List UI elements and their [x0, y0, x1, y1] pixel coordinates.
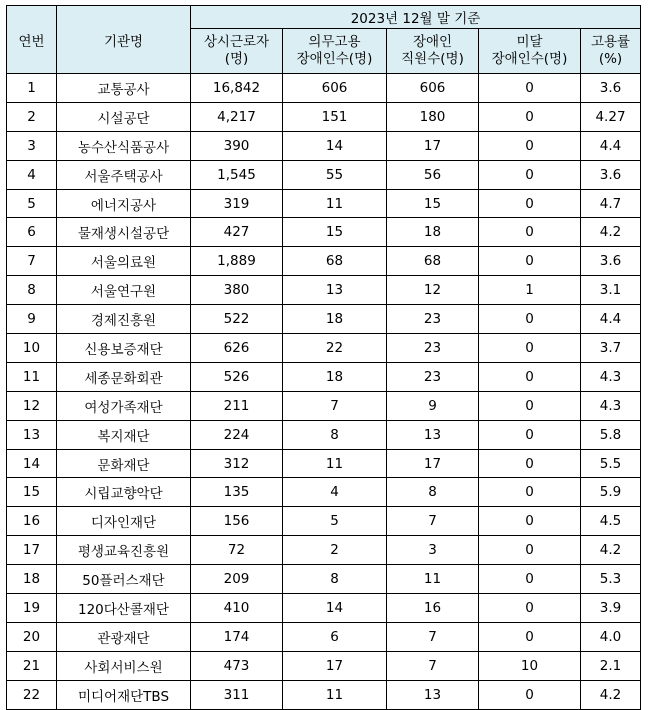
cell-seq: 22: [7, 680, 57, 709]
cell-seq: 2: [7, 102, 57, 131]
cell-disabled: 68: [387, 247, 479, 276]
table-row: [7, 536, 641, 565]
cell-agency: 여성가족재단: [57, 391, 191, 420]
table-row: [7, 160, 641, 189]
cell-mandatory: 18: [283, 305, 387, 334]
cell-mandatory: 13: [283, 276, 387, 305]
cell-shortfall: 0: [479, 536, 581, 565]
cell-mandatory: 15: [283, 218, 387, 247]
cell-shortfall: 0: [479, 594, 581, 623]
cell-rate: 5.3: [581, 565, 641, 594]
table-row: [7, 622, 641, 651]
cell-seq: 3: [7, 131, 57, 160]
cell-disabled: 16: [387, 594, 479, 623]
cell-mandatory: 7: [283, 391, 387, 420]
cell-agency: 시립교향악단: [57, 478, 191, 507]
cell-workers: 211: [191, 391, 283, 420]
table-header: [7, 6, 641, 74]
cell-disabled: 17: [387, 131, 479, 160]
cell-seq: 16: [7, 507, 57, 536]
cell-seq: 6: [7, 218, 57, 247]
table-body: [7, 74, 641, 710]
cell-disabled: 23: [387, 305, 479, 334]
cell-agency: 120다산콜재단: [57, 594, 191, 623]
header-basis-date: 2023년 12월 말 기준: [191, 6, 641, 29]
header-rate-line1: 고용률: [590, 34, 631, 50]
table-row: [7, 334, 641, 363]
cell-mandatory: 6: [283, 622, 387, 651]
cell-shortfall: 0: [479, 622, 581, 651]
cell-disabled: 9: [387, 391, 479, 420]
cell-mandatory: 11: [283, 189, 387, 218]
header-rate-line2: (%): [598, 51, 623, 67]
cell-rate: 4.3: [581, 391, 641, 420]
cell-mandatory: 4: [283, 478, 387, 507]
cell-workers: 156: [191, 507, 283, 536]
cell-shortfall: 0: [479, 305, 581, 334]
cell-rate: 4.0: [581, 622, 641, 651]
cell-rate: 4.7: [581, 189, 641, 218]
cell-workers: 72: [191, 536, 283, 565]
cell-shortfall: 0: [479, 565, 581, 594]
cell-agency: 신용보증재단: [57, 334, 191, 363]
cell-disabled: 56: [387, 160, 479, 189]
cell-workers: 135: [191, 478, 283, 507]
cell-shortfall: 0: [479, 160, 581, 189]
header-shortfall: [479, 29, 581, 74]
header-workers: [191, 29, 283, 74]
employment-table: [6, 5, 641, 710]
cell-shortfall: 0: [479, 362, 581, 391]
cell-agency: 평생교육진흥원: [57, 536, 191, 565]
cell-workers: 410: [191, 594, 283, 623]
cell-mandatory: 2: [283, 536, 387, 565]
cell-rate: 4.4: [581, 131, 641, 160]
cell-agency: 에너지공사: [57, 189, 191, 218]
cell-seq: 10: [7, 334, 57, 363]
cell-shortfall: 0: [479, 74, 581, 103]
cell-mandatory: 11: [283, 680, 387, 709]
cell-disabled: 180: [387, 102, 479, 131]
cell-seq: 4: [7, 160, 57, 189]
cell-agency: 교통공사: [57, 74, 191, 103]
cell-workers: 427: [191, 218, 283, 247]
cell-rate: 3.9: [581, 594, 641, 623]
header-shortfall-line1: 미달: [516, 34, 543, 50]
cell-seq: 5: [7, 189, 57, 218]
cell-disabled: 23: [387, 334, 479, 363]
cell-workers: 209: [191, 565, 283, 594]
cell-workers: 526: [191, 362, 283, 391]
table-row: [7, 680, 641, 709]
cell-rate: 3.1: [581, 276, 641, 305]
table-row: [7, 305, 641, 334]
cell-workers: 319: [191, 189, 283, 218]
cell-mandatory: 14: [283, 131, 387, 160]
table-row: [7, 131, 641, 160]
header-shortfall-line2: 장애인수(명): [491, 51, 568, 67]
cell-agency: 시설공단: [57, 102, 191, 131]
header-workers-line2: (명): [224, 51, 249, 67]
cell-agency: 물재생시설공단: [57, 218, 191, 247]
table-row: [7, 391, 641, 420]
cell-workers: 312: [191, 449, 283, 478]
cell-shortfall: 0: [479, 218, 581, 247]
cell-seq: 14: [7, 449, 57, 478]
cell-mandatory: 17: [283, 651, 387, 680]
table-row: [7, 594, 641, 623]
cell-workers: 174: [191, 622, 283, 651]
cell-mandatory: 8: [283, 565, 387, 594]
table-row: [7, 478, 641, 507]
cell-agency: 50플러스재단: [57, 565, 191, 594]
cell-disabled: 23: [387, 362, 479, 391]
cell-agency: 디자인재단: [57, 507, 191, 536]
cell-workers: 16,842: [191, 74, 283, 103]
cell-rate: 5.5: [581, 449, 641, 478]
cell-mandatory: 18: [283, 362, 387, 391]
cell-agency: 세종문화회관: [57, 362, 191, 391]
cell-seq: 8: [7, 276, 57, 305]
cell-shortfall: 0: [479, 247, 581, 276]
cell-rate: 3.6: [581, 160, 641, 189]
cell-seq: 13: [7, 420, 57, 449]
cell-disabled: 11: [387, 565, 479, 594]
header-mandatory-line2: 장애인수(명): [296, 51, 373, 67]
cell-rate: 3.6: [581, 74, 641, 103]
cell-agency: 복지재단: [57, 420, 191, 449]
table-row: [7, 102, 641, 131]
cell-workers: 390: [191, 131, 283, 160]
cell-rate: 5.9: [581, 478, 641, 507]
cell-seq: 9: [7, 305, 57, 334]
cell-seq: 7: [7, 247, 57, 276]
cell-disabled: 8: [387, 478, 479, 507]
cell-disabled: 15: [387, 189, 479, 218]
cell-rate: 4.2: [581, 218, 641, 247]
cell-disabled: 7: [387, 622, 479, 651]
cell-seq: 18: [7, 565, 57, 594]
table-row: [7, 189, 641, 218]
cell-mandatory: 68: [283, 247, 387, 276]
table-row: [7, 218, 641, 247]
cell-mandatory: 8: [283, 420, 387, 449]
cell-shortfall: 0: [479, 507, 581, 536]
cell-shortfall: 0: [479, 478, 581, 507]
cell-disabled: 7: [387, 507, 479, 536]
cell-rate: 4.2: [581, 536, 641, 565]
cell-agency: 미디어재단TBS: [57, 680, 191, 709]
cell-shortfall: 0: [479, 420, 581, 449]
table-row: [7, 507, 641, 536]
header-disabled-line2: 직원수(명): [401, 51, 464, 67]
cell-disabled: 18: [387, 218, 479, 247]
cell-agency: 사회서비스원: [57, 651, 191, 680]
cell-disabled: 12: [387, 276, 479, 305]
cell-agency: 문화재단: [57, 449, 191, 478]
cell-shortfall: 1: [479, 276, 581, 305]
cell-rate: 3.6: [581, 247, 641, 276]
header-workers-line1: 상시근로자: [203, 34, 270, 50]
cell-seq: 20: [7, 622, 57, 651]
cell-agency: 서울주택공사: [57, 160, 191, 189]
cell-disabled: 606: [387, 74, 479, 103]
cell-mandatory: 55: [283, 160, 387, 189]
cell-rate: 4.2: [581, 680, 641, 709]
cell-shortfall: 0: [479, 189, 581, 218]
cell-shortfall: 0: [479, 131, 581, 160]
cell-rate: 4.5: [581, 507, 641, 536]
table-row: [7, 651, 641, 680]
header-agency: 기관명: [57, 6, 191, 74]
cell-mandatory: 22: [283, 334, 387, 363]
cell-seq: 17: [7, 536, 57, 565]
cell-shortfall: 0: [479, 449, 581, 478]
cell-mandatory: 606: [283, 74, 387, 103]
header-seq: 연번: [7, 6, 57, 74]
cell-disabled: 13: [387, 680, 479, 709]
cell-seq: 19: [7, 594, 57, 623]
cell-shortfall: 10: [479, 651, 581, 680]
table-row: [7, 420, 641, 449]
cell-workers: 224: [191, 420, 283, 449]
header-disabled: [387, 29, 479, 74]
cell-workers: 626: [191, 334, 283, 363]
cell-rate: 4.3: [581, 362, 641, 391]
cell-rate: 4.4: [581, 305, 641, 334]
cell-disabled: 3: [387, 536, 479, 565]
cell-rate: 5.8: [581, 420, 641, 449]
cell-rate: 2.1: [581, 651, 641, 680]
cell-mandatory: 14: [283, 594, 387, 623]
cell-workers: 473: [191, 651, 283, 680]
cell-seq: 15: [7, 478, 57, 507]
cell-mandatory: 5: [283, 507, 387, 536]
cell-disabled: 13: [387, 420, 479, 449]
cell-shortfall: 0: [479, 334, 581, 363]
header-disabled-line1: 장애인: [412, 34, 453, 50]
cell-shortfall: 0: [479, 391, 581, 420]
cell-agency: 관광재단: [57, 622, 191, 651]
table-row: [7, 74, 641, 103]
cell-seq: 21: [7, 651, 57, 680]
cell-workers: 4,217: [191, 102, 283, 131]
cell-rate: 4.27: [581, 102, 641, 131]
table-row: [7, 449, 641, 478]
cell-mandatory: 11: [283, 449, 387, 478]
cell-shortfall: 0: [479, 680, 581, 709]
header-mandatory-line1: 의무고용: [308, 34, 361, 50]
cell-agency: 서울연구원: [57, 276, 191, 305]
table-row: [7, 276, 641, 305]
header-rate: [581, 29, 641, 74]
cell-workers: 380: [191, 276, 283, 305]
cell-seq: 12: [7, 391, 57, 420]
cell-agency: 경제진흥원: [57, 305, 191, 334]
cell-workers: 1,889: [191, 247, 283, 276]
cell-agency: 서울의료원: [57, 247, 191, 276]
cell-disabled: 17: [387, 449, 479, 478]
cell-seq: 1: [7, 74, 57, 103]
cell-workers: 522: [191, 305, 283, 334]
table-row: [7, 247, 641, 276]
table-row: [7, 565, 641, 594]
cell-workers: 311: [191, 680, 283, 709]
header-mandatory: [283, 29, 387, 74]
table-row: [7, 362, 641, 391]
cell-shortfall: 0: [479, 102, 581, 131]
cell-disabled: 7: [387, 651, 479, 680]
cell-workers: 1,545: [191, 160, 283, 189]
cell-seq: 11: [7, 362, 57, 391]
cell-agency: 농수산식품공사: [57, 131, 191, 160]
cell-rate: 3.7: [581, 334, 641, 363]
cell-mandatory: 151: [283, 102, 387, 131]
